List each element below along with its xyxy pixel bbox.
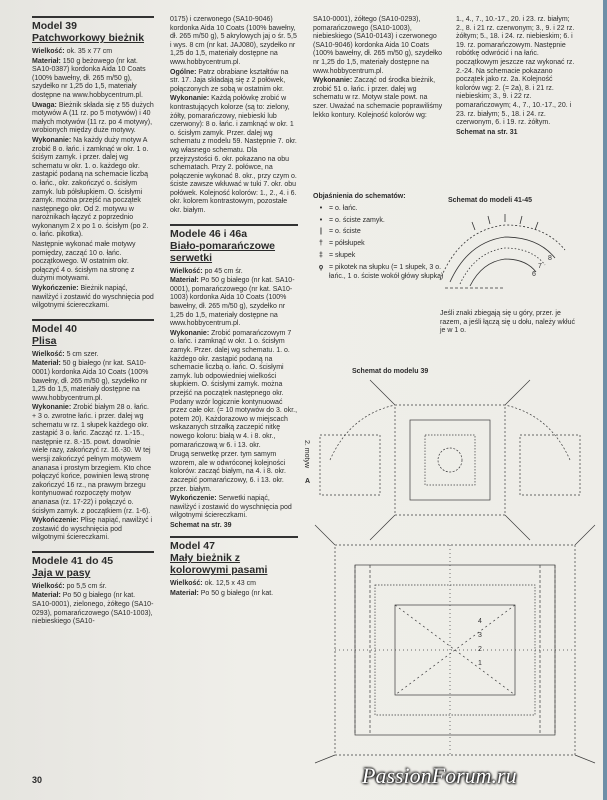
column-2 [170, 16, 298, 600]
model-41-material-cont: 0175) i czerwonego (SA10-9046) kordonka Aida 10 Coats (100% bawełny, dł. 265 m/50 g), 5 akrylowych jaj o śr. 5,5 i wys. 8 cm (nr kat. JAJ080), szydełko nr 1,25 do 1,5, materiały dostępne na www.hobbycentrum.pl. [170, 16, 297, 66]
page-edge [603, 0, 607, 800]
model-47-subtitle: Mały bieżnik z kolorowymi pasami [170, 552, 268, 577]
diagram-41-45-note: Jeśli znaki zbiegają się u góry, przer. je razem, a jeśli łączą się u dołu, należy wkłuć je w 1 o. [440, 310, 576, 335]
diagram-39-motif-label: A [305, 478, 311, 485]
legend-item: • = o. łańc. [319, 204, 358, 212]
model-39-size: Wielkość: ok. 35 x 77 cm [32, 48, 113, 55]
diagram-41-45-label: 7 [538, 263, 542, 270]
legend-item: ϙ = pikotek na słupku (= 1 słupek, 3 o. łańc., 1 o. ściste wokół główy słupka) [318, 263, 444, 280]
diagram-39-label: 2 [478, 646, 482, 653]
model-46-material: Materiał: Po 50 g białego (nr kat. SA10-0001), pomarańczowego (nr kat. SA10-1003) kordonka Aida 10 Coats (100% bawełny, dł. 265 m/50 g), szydełko nr 1,25 do 1,5, materiały dostępne na www.hobbycentrum.pl. [170, 277, 295, 328]
model-46-header [170, 224, 298, 264]
model-40-size: Wielkość: 5 cm szer. [32, 350, 99, 358]
model-47-header [170, 536, 298, 576]
legend-item: | = o. ściste [320, 228, 361, 236]
legend-item: ‡ = słupek [319, 251, 356, 259]
model-39-work: Wykonanie: Na każdy duży motyw A zrobić 8 o. łańc. i zamknąć w okr. 1 o. ściśym zamyk. i przer. dalej wg schematu w okr. 1. o. każdego okr. zastąpić podaną na schemacie liczbą o. łańc., okr. zakończyć o. ścisłym zamyk. lub półsłupkiem. O. ścisłymi zamyk. można przejść na początek następnego okr. Od 2. motywu w narożnikach łączyć z poprzednio wykonanym 2 x po 1 o. ścisłym (po 2. o. łańc. pikotka). [32, 136, 149, 239]
diagram-41-45-title: Schemat do modeli 41-45 [448, 197, 533, 204]
column-4 [456, 16, 578, 138]
column-3 [313, 16, 443, 121]
model-40-work: Wykonanie: Zrobić białym 28 o. łańc. + 3 o. zwrotne łańc. i przer. dalej wg schematu w rz. 1 słupek każdego okr. zastąpić 3 o. łańc. Zacząć rz. 1.-15., następnie rz. 8.-15. powt. dowolnie wiele razy, zakończyć rz. 16.-30. W tej wersji zakończyć pełnym motywem ananasa i prostym brzegiem. Kto chce połączyć końce, powinien lewą stronę zakończyć 16 rz., na prawym brzegu kontynuować rozpoczęty motyw ananasa (rz. 17-22) i połączyć o. ścisłym zamyk. z początkiem (rz. 1-6). [32, 404, 152, 515]
model-40-header [32, 319, 154, 347]
column-1 [32, 16, 154, 628]
model-47-size: Wielkość: ok. 12,5 x 43 cm [170, 580, 256, 588]
model-39-header [32, 16, 154, 44]
legend-item: † = półsłupek [319, 240, 365, 248]
model-47-material: Materiał: Po 50 g białego (nr kat. [170, 590, 274, 598]
model-46-title: Modele 46 i 46a [170, 227, 248, 240]
diagram-41-45-label: 8 [548, 255, 552, 262]
page-number: 30 [32, 775, 43, 785]
model-40-finish: Wykończenie: Plisę napiąć, nawilżyć i zostawić do wyschnięcia pod wilgotnymi ściereczkami. [32, 517, 153, 542]
model-41-title: Modele 41 do 45 [32, 554, 114, 567]
model-47-scheme-ref: Schemat na str. 31 [456, 128, 518, 136]
model-41-size: Wielkość: po 5,5 cm śr. [32, 582, 107, 590]
model-47-work: Wykonanie: Zacząć od środka bieżnik, zrobić 51 o. łańc. i przer. dalej wg schematu w rz. Motyw stale powt. na szer. Uważać na schemacie poprawiliśmy lekko kontury. Kolejność kolorów wg: [313, 77, 443, 119]
model-46-scheme-ref: Schemat na str. 39 [170, 521, 232, 529]
model-40-title: Model 40 [32, 322, 77, 335]
model-41-general: Ogólne: Patrz obrabiane kształtów na str. 17. Jaja składają się z 2 połówek, połączonych ze sobą w ostatnim okr. [170, 68, 289, 93]
model-46-size: Wielkość: po 45 cm śr. [170, 267, 243, 275]
diagram-39-title: Schemat do modelu 39 [352, 368, 429, 375]
diagram-39 [310, 375, 600, 765]
diagram-41-45 [430, 210, 580, 305]
model-39-note: Uwaga: Bieżnik składa się z 55 dużych motywów A (11 rz. po 5 motywów) i 40 małych motywów (11 rz. po 4 motywy), wrobionych między duże motywy. [32, 101, 154, 135]
symbol-legend [313, 193, 448, 284]
diagram-39-side-label: 2. motyw [303, 440, 310, 469]
diagram-39-label: 4 [478, 618, 482, 625]
model-47-material-cont: SA10-0001), żółtego (SA10-0293), pomarańczowego (SA10-1003), niebieskiego (SA10-0143) i czerwonego (SA10-9046) kordonka Aida 10 Coats (100% bawełny, dł. 265 m/50 g), szydełko nr 1,25 do 1,5, materiały dostępne na www.hobbycentrum.pl. [313, 16, 443, 75]
model-46-subtitle: Biało-pomarańczowe serwetki [170, 239, 276, 264]
legend-title: Objaśnienia do schematów: [313, 193, 406, 200]
legend-item: • = o. ściste zamyk. [319, 216, 385, 224]
model-39-subtitle: Patchworkowy bieżnik [32, 32, 145, 44]
diagram-41-45-label: 6 [532, 271, 536, 278]
model-41-header [32, 551, 154, 579]
diagram-39-label: 3 [478, 632, 482, 639]
model-39-finish: Wykończenie: Bieżnik napiąć, nawilżyć i zostawić do wyschnięcia pod wilgotnymi ściereczkami. [32, 285, 154, 310]
diagram-39-label: 1 [478, 660, 482, 667]
model-40-material: Materiał: 50 g białego (nr kat. SA10-0001) kordonka Aida 10 Coats (100% bawełny, dł. 265 m/50 g), szydełko nr 1,25 do 1,5, materiały dostępne na www.hobbycentrum.pl. [32, 360, 149, 402]
model-47-title: Model 47 [170, 540, 215, 553]
model-46-work-2: Drugą serwetkę przer. tym samym wzorem, ale w odwróconej kolejności kolorów: zacząć białym, na 4. i 8. okr. zaczepić pomarańczowy, 6. i 13. okr. przer. białym. [170, 451, 286, 493]
model-40-subtitle: Plisa [32, 334, 57, 347]
model-41-work: Wykonanie: Każdą połówkę zrobić w kontrastujących kolorze (są to: zielony, żółty, pomarańczowy, niebieski lub czerwony): 8 o. łańc. i zamknąć w okr. 1 o. ścisłym zamyk. Przer. dalej wg schematu z modelu 59. Następnie 7. okr. wg własnego schematu. Dla przejrzystości 6. okr. pokazano na obu schematach. Przy 2. połówce, na połączenie wykonać 8. okr., przy czym o. ściste zawsze wkłuwać w tuki 7. okr. obu połówek. Kolejność kolorów: 1., 2., 4. i 6. okr. kolorem kontrastowym, pozostałe okr. białym. [170, 95, 297, 215]
model-46-work: Wykonanie: Zrobić pomarańczowym 7 o. łańc. i zamknąć w okr. 1 o. ścisłym zamyk. Przer. dalej wg schematu. 1. o. każdego okr. zastąpić podaną na schemacie liczbą o. łańc. O. ścisłymi zamyk. lub odpowiedniej wielkości słupkiem. O. ścisłymi zamyk. można przejść na początek następnego okr. Podany wzór logicznie kontynuować przez całe okr. (= 10 motywów do 3. okr., potem 20). Każdorazowo w miejscach wskazanych strzałką zaczepić nitkę nowego koloru: białą w 4. i 8. okr., pomarańczową w 6. i 13. okr. [170, 329, 298, 449]
model-39-material: Materiał: 150 g beżowego (nr kat. SA10-0387) kordonka Aida 10 Coats (100% bawełny, dł. 265 m/50 g), szydełko nr 1,25 do 1,5, materiały dostępne na www.hobbycentrum.pl. [32, 57, 146, 99]
watermark: PassionForum.ru [362, 763, 517, 788]
model-41-material: Materiał: Po 50 g białego (nr kat. SA10-0001), zielonego, żółtego (SA10-0293), pomarańczowego (SA10-1003), niebieskiego (SA10- [32, 592, 154, 626]
model-39-title: Model 39 [32, 20, 77, 32]
model-46-finish: Wykończenie: Serwetki napiąć, nawilżyć i zostawić do wyschnięcia pod wilgotnymi ściereczkami. [170, 495, 292, 520]
model-39-work-2: Następnie wykonać małe motywy pomiędzy, zacząć 10 o. łańc. początkowego. W ostatnim okr. połączyć 4 o. ścisłym na stronę z dużymi motywami. [32, 241, 136, 283]
model-47-colors: 1., 4., 7., 10.-17., 20. i 23. rz. białym; 2., 8. i 21 rz. czerwonym; 3., 9. i 22 rz. żółtym; 5., 18. i 24. rz. niebieskim; 6. i 19. rz. pomarańczowym. Następnie robótkę odwrócić i na łańc. początkowym jeszcze raz wykonać rz. 2.-24. Na schemacie pokazano początek jako rz. 2a. Kolejność kolorów wg: 2. (= 2a), 8. i 21 rz. niebieskim; 3., 9. i 22 rz. pomarańczowym; 4., 7., 10.-17., 20. i 23. rz. białym; 5., 18. i 24. rz. czerwonym, 6. i 19. rz. żółtym. [456, 16, 575, 127]
model-41-subtitle: Jaja w pasy [32, 566, 91, 579]
